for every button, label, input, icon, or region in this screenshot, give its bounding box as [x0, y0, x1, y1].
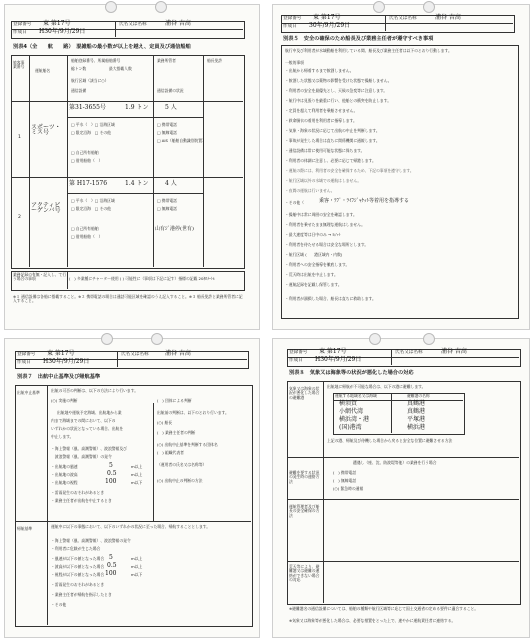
col-header: 航行区域（該当に○）	[71, 78, 109, 83]
rule-item: ・事故が発生した場合は直ちに関係機関に通報します。	[285, 138, 380, 143]
warn-line: 波浪警報（風、高潮警報）の発令	[51, 454, 112, 459]
option: (○) 緊急時の通報	[333, 486, 364, 491]
body-line: ・海上警報（風、高潮警報）、波浪警報の発令	[51, 538, 131, 543]
section-title: 別表4（全 航 路） 混雑船の最小数が以上を越え、定員及び通信船舶	[13, 44, 191, 50]
right-line: (○) 出航中止基準を判断する団体名	[157, 442, 218, 447]
rule-item: ・航行区域 ( 港区域内・内数)	[285, 252, 343, 257]
punch-hole	[423, 1, 435, 13]
right-line: 出航前の判断は、以下のとおり行います。	[157, 410, 229, 415]
heading: 一般的事項	[285, 60, 304, 65]
rule-item: ・利用者の体調に注意し、必要に応じて帰港します。	[285, 158, 376, 163]
punch-hole	[155, 1, 167, 13]
page-1: 登録番号 東 第17号 氏名又は名称 浦谷 吉高 作成日 H30年/9月/29日 別表4（全 航 路） 混雑船の最小数が以上を越え、定員及び通信船舶 旅客事業番号 運航船名 船舶登録番号、所属船舶番号 総トン数 最大搭載人数 業務所管者 船長免許 航行区域（該当に○） 通信設備 通信設備の状況 1 スポーツ・ミス号 第31-3655号 1.9 トン 5 人 □ 平水（ ）□ 沿海区域 □ 限定沿海 □ その他 □ 携帯電話 □ 無線電話 □ AIS（船舶自動識別装置） □ 自己所有船舶 □ 借用船舶（ ） 2 アクティビーゲンバ号 第 H17-1576 1.4 トン 4 人 □ 平水（ ）□ 沿海区域 □ 限定沿海 □ その他 □ 携帯電話 □ 無線電話 山有ｼﾞ港停(世有) □ 自己所有船舶 □ 借用船舶（ ） 業務記録の有無・記入し、て行う場合の事項 ( ) 多業種にチャーター使用 ( ) 可能性に（事項は下記に記す）指標の記載 20ｷﾛﾒｰﾄﾙ ※１ 通信設備は各船に搭載すること。※２ 携帯電話の場合は通話可能区域を確認のうえ記入すること。※３ 船長免許と業務所管者に記入すること。	[4, 4, 260, 330]
name-label: 氏名又は名称	[121, 352, 149, 357]
col-header: 通信設備の状況	[157, 88, 184, 93]
operator-name: 浦谷 吉高	[435, 14, 461, 21]
right-line: (○) 出航中止の判断の方法	[157, 478, 203, 483]
body-line: ・その他	[51, 602, 67, 607]
footer-line: ( ) 多業種にチャーター使用 ( ) 可能性に（事項は下記に記す）指標の記載 20ｷﾛﾒｰﾄﾙ	[69, 276, 215, 281]
body-line: ・波高が以下の値となった場合	[51, 564, 105, 569]
col-header: 業務所管者	[157, 58, 176, 63]
col-header: 船長免許	[207, 58, 223, 63]
name-label: 氏名又は名称	[389, 16, 417, 21]
page-3	[4, 338, 260, 638]
row-label: 出航中止基準	[17, 390, 40, 395]
footnote: ※避難港名の通信設備については、船舶の種類や航行区域等に応じて国土交通省の定める要件に適合すること。	[289, 606, 479, 611]
wave-value: 0.5	[107, 562, 117, 569]
wind-value: 5	[109, 554, 113, 561]
row-label: 気象又は海象の状況が悪化した場合の避難港	[289, 386, 320, 400]
footer-title: 業務記録の有無・記入し、て行う場合の事項	[13, 272, 67, 282]
intro: 航行中及び利用者が水域動船を利用している間、船長及び業務主任者は以下のとおり行動します。	[285, 48, 452, 53]
rule-item: ・荒天時は出航を中止します。	[285, 272, 338, 277]
warn-line: ・雷雨発生のおそれがあるとき	[51, 490, 105, 495]
row-text: 出航の可否の判断は、以下の方法により行います。	[51, 388, 139, 393]
page-2: 登録番号 東 第17号 氏名又は名称 浦谷 吉高 作成日 30年/9月/29日 別表５ 安全の確保のため船長及び業務主任者が遵守すべき事項 航行中及び利用者が水域動船を利用している間、船長及び業務主任者は以下のとおり行動します。 一般的事項 ・出航から帰着するまで飲酒しません。 ・飲酒した状態又は薬物の影響を受けた状態で操船しません。 ・利用者の安全を最優先とし、天候の急変等に注意します。 ・航行中は見張りを厳重に行い、他船との衝突を防止します。 ・定員を超えて利用者を乗船させません。 ・救命胴衣の着用を利用者に指導します。 ・気象・海象の状況に応じて出航の中止を判断します。 ・事故が発生した場合は直ちに関係機関に通報します。 ・通信設備は常に使用可能な状態に保ちます。 ・利用者の体調に注意し、必要に応じて帰港します。 ・運航の際には、利用者の安全を確保するため、下記の事項を遵守します。 ・航行区域以外の水域での運航はしません。 ・夜間の運航は行いません。 ・その他（ 乗客・ﾗﾌﾞ・ﾗｲﾌｼﾞｬｹｯﾄ等着用を指導する ・操船中は常に周囲の安全を確認します。 ・利用者を乗せたまま無理な運航はしません。 ・最大速度等は日中のみ → 5ﾉｯﾄ ・利用者を待たせる場合は安全な場所とします。 ・航行区域 ( 港区域内・内数) ・利用者への安全指導を徹底します。 ・荒天時は出航を中止します。 ・運航記録を記載し保管します。 ・利用者が溺損した場合、船長は直ちに救助します。	[272, 4, 530, 330]
reg-number: 東 第17号	[319, 348, 347, 355]
port-area: (国)港湾	[339, 424, 362, 431]
visibility-value: 100	[105, 478, 117, 485]
date-label: 作成日	[13, 30, 27, 35]
row-label: 荒天等により、避難港又は避難の連絡ができない場合の対応	[289, 564, 320, 583]
rule-item: ・利用者の安全を最優先とし、天候の急変等に注意します。	[285, 88, 388, 93]
date-label: 作成日	[17, 360, 31, 365]
port-name: 平塚港	[407, 416, 426, 423]
body-line: ・利用者に危険が生じた場合	[51, 546, 101, 551]
punch-hole	[369, 333, 381, 345]
rule-item: ・最大速度等は日中のみ → 5ﾉｯﾄ	[285, 232, 341, 237]
sub-header: 運航する地域名又は海域	[335, 393, 377, 398]
body-line: 中止します。	[51, 434, 74, 439]
date-label: 作成日	[289, 358, 303, 363]
other-value: 乗客・ﾗﾌﾞ・ﾗｲﾌｼﾞｬｹｯﾄ等着用を指導する	[319, 198, 410, 204]
body-line: ・視程が以下の値となった場合	[51, 572, 105, 577]
rule-item: ・通信設備は常に使用可能な状態に保ちます。	[285, 148, 365, 153]
rule-item: ・操船中は常に周囲の安全を確認します。	[285, 212, 357, 217]
rule-item: ・航行中は見張りを厳重に行い、他船との衝突を防止します。	[285, 98, 392, 103]
row-text: 出航地に帰航が不可能な場合は、以下の港に避難します。	[327, 384, 426, 389]
rule-item: ・出航から帰着するまで飲酒しません。	[285, 68, 354, 73]
name-label: 氏名又は名称	[395, 350, 423, 355]
reg-number: 東 第17号	[313, 14, 341, 21]
wind-unit: m以上	[131, 464, 143, 469]
port-area: 横浜湾・港	[339, 416, 370, 423]
footnote: ※気象又は海象等が悪化した場合は、必要な措置をとった上で、速やかに運航責任者に連絡する。	[289, 618, 456, 623]
ship-registration: 第 H17-1576	[69, 180, 108, 187]
date-label: 作成日	[283, 24, 297, 29]
gross-tonnage: 1.9 トン	[125, 104, 149, 111]
ship-table	[11, 55, 245, 269]
punch-hole	[373, 1, 385, 13]
row-title: 遭遇し（座、沈、防波堤等他）の業務を行う場合	[353, 460, 437, 465]
section-title: 別表５ 安全の確保のため船長及び業務主任者が遵守すべき事項	[283, 36, 434, 42]
max-persons: 4 人	[165, 180, 177, 187]
name-label: 氏名又は名称	[119, 22, 147, 27]
rule-item: ・運航記録を記載し保管します。	[285, 282, 342, 287]
rule-item: ・気象・海象の状況に応じて出航の中止を判断します。	[285, 128, 380, 133]
rule-item: ・利用者を待たせる場合は安全な場所とします。	[285, 242, 369, 247]
body-line: いずれかの状況となっている場合、出航を	[51, 426, 124, 431]
visibility-unit: m以下	[131, 572, 143, 577]
punch-hole	[423, 333, 435, 345]
col-header: 通信設備	[71, 88, 87, 93]
visibility-value: 100	[105, 570, 117, 577]
option: (○) 実施の判断	[51, 398, 78, 403]
reg-number: 東 第17号	[47, 350, 75, 357]
port-area: 横須賀	[339, 400, 358, 407]
max-persons: 5 人	[165, 104, 177, 111]
row-label: 運航管理者及び船長の安全確保の方法	[289, 504, 320, 518]
wind-unit: m以上	[131, 556, 143, 561]
rule-item: ・利用者を乗せたまま無理な運航はしません。	[285, 222, 365, 227]
row-label: 帰航基準	[17, 526, 33, 531]
option: ( ) 団体による判断	[157, 398, 192, 403]
reg-label: 登録番号	[13, 22, 32, 27]
date-value: H30年/9月/29日	[43, 358, 90, 365]
visibility-unit: m以下	[131, 480, 143, 485]
wave-unit: m以上	[131, 564, 143, 569]
page-4	[272, 338, 530, 638]
row-label: 避難を要する状況の発生時の連絡方法	[289, 470, 320, 484]
body-line: 出航地や運航予定海域、出航地から業	[57, 410, 122, 415]
date-value: 30年/9月/29日	[309, 22, 351, 29]
right-line: ( ) 業務主任者の判断	[157, 430, 196, 435]
col-header: 旅客事業番号	[13, 60, 25, 70]
operator-name: 浦谷 吉高	[165, 350, 191, 357]
section-title: 別表８ 気象又は海象等の状況が悪化した場合の対応	[289, 370, 414, 376]
date-value: H30年/9月/29日	[39, 28, 86, 35]
row-note: 上記の港、帰航及び待機した場合から戻ると安全な位置に避難させる方法	[327, 438, 453, 443]
option: ( ) 無線電話	[333, 478, 357, 483]
warn-line: ・出航地の視程	[51, 480, 78, 485]
col-header: 総トン数	[71, 66, 87, 71]
rule-item: ・救命胴衣の着用を利用者に指導します。	[285, 118, 357, 123]
rule-item: ・定員を超えて利用者を乗船させません。	[285, 108, 358, 113]
operator-name: 浦谷 吉高	[441, 348, 467, 355]
port-name: 真鶴港	[407, 408, 426, 415]
gross-tonnage: 1.4 トン	[125, 180, 149, 187]
wave-unit: m以上	[131, 472, 143, 477]
punch-hole	[105, 1, 117, 13]
col-header: 最大搭載人数	[109, 66, 132, 71]
right-line: (○) 船長	[157, 420, 173, 425]
sub-header: 避難港の名称	[407, 393, 430, 398]
body-line: ・風速が以下の値となった場合	[51, 556, 105, 561]
port-name: 真鶴港	[407, 400, 426, 407]
row-number: 2	[18, 215, 21, 220]
col-header: 船舶登録番号、所属船舶番号	[71, 58, 121, 63]
notes: ※１ 通信設備は各船に搭載すること。※２ 携帯電話の場合は通話可能区域を確認のうえ記入すること。※３ 船長免許と業務所管者に記入すること。	[13, 294, 243, 304]
reg-label: 登録番号	[289, 350, 308, 355]
station-note: 山有ｼﾞ港停(世有)	[155, 226, 194, 232]
warn-line: ・出航地の波高	[51, 472, 78, 477]
right-line: ( ) 組織代表者	[157, 450, 184, 455]
reg-label: 登録番号	[283, 16, 302, 21]
warn-line: ・出航地の風速	[51, 464, 78, 469]
date-value: H30年/9月/29日	[315, 356, 362, 363]
section-title: 別表７ 出航中止基準及び帰航基準	[17, 374, 101, 380]
port-name: 横浜港	[407, 424, 426, 431]
rule-item: ・飲酒した状態又は薬物の影響を受けた状態で操船しません。	[285, 78, 392, 83]
wind-value: 5	[109, 462, 113, 469]
port-area: 小網代湾	[339, 408, 364, 415]
ship-name: スポーツ・ミス号	[31, 124, 61, 137]
body-line: ・業務主任者が帰航を指示したとき	[51, 592, 112, 597]
body-line: 内まで海域までの間において、以下の	[51, 418, 116, 423]
row-text: 運航中に以下の事態において、以下のいずれかの状況に至った場合、帰航することとします。	[51, 524, 211, 529]
other-label: ・その他（	[285, 200, 304, 205]
rule-item: ・利用者が溺損した場合、船長は直ちに救助します。	[285, 296, 376, 301]
operator-name: 浦谷 吉高	[165, 20, 191, 27]
right-line: （運用者の氏名又は名称等）	[157, 462, 207, 467]
row-number: 1	[18, 135, 21, 140]
reg-number: 東 第17号	[43, 20, 71, 27]
col-header: 運航船名	[35, 68, 51, 73]
warn-line: ・業務主任者が出航を中止するとき	[51, 498, 112, 503]
reg-label: 登録番号	[17, 352, 36, 357]
warn-line: ・海上警報（風、高潮警報）、波浪警報及び	[51, 446, 127, 451]
wave-value: 0.5	[107, 470, 117, 477]
rule-item: ・利用者への安全指導を徹底します。	[285, 262, 350, 267]
ship-registration: 第31-3655号	[69, 104, 106, 111]
punch-hole	[151, 333, 163, 345]
body-line: ・雷雨発生のおそれがあるとき	[51, 582, 105, 587]
option: ( ) 携帯電話	[333, 470, 357, 475]
punch-hole	[101, 333, 113, 345]
ship-name: アクティビーゲンバ号	[31, 202, 61, 215]
